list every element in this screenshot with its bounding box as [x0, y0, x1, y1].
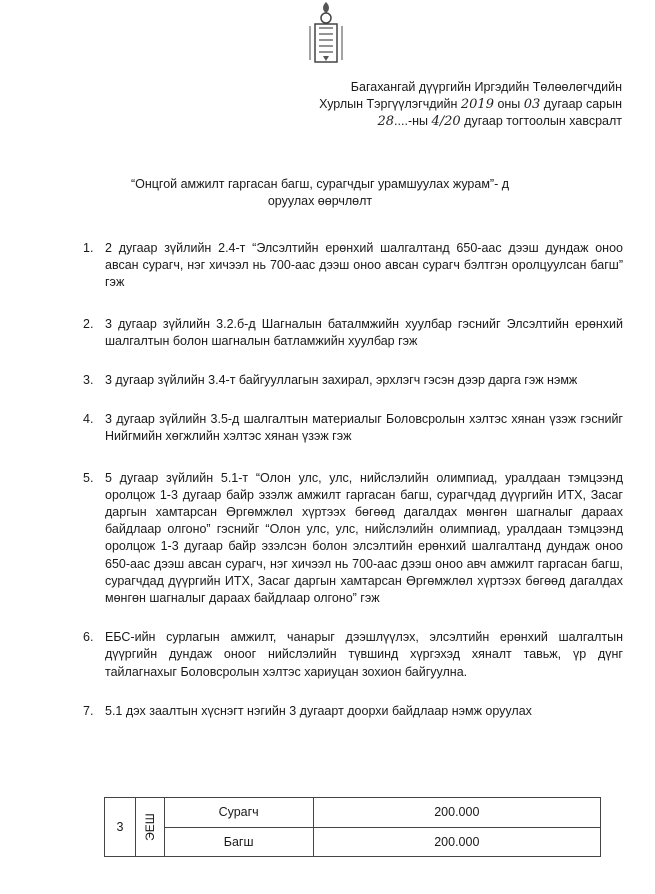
item-text: 2 дугаар зүйлийн 2.4-т “Элсэлтийн ерөнхий шалгалтанд 650-аас дээш дундаж оноо авсан сурагч, нэг хичээл нь 700-аас дээш оноо авсан сурагч бэлтгэн оролцуулсан багш” гэж	[105, 241, 623, 290]
item-number: 2.	[83, 316, 94, 331]
header-line-1: Багахангай дүүргийн Иргэдийн Төлөөлөгчдийн	[350, 80, 622, 94]
handwritten-day: 28	[377, 114, 395, 129]
list-item	[83, 316, 623, 350]
value-cell: 200.000	[313, 798, 600, 828]
list-item	[83, 240, 623, 292]
amendment-list	[83, 240, 623, 720]
item-text: 5 дугаар зүйлийн 5.1-т “Олон улс, улс, нийслэлийн олимпиад, уралдаан тэмцээнд оролцож 1-3 дугаар байр эзэлж амжилт гаргасан багш, сурагчдад дүүргийн ИТХ, Засаг даргын хамтарсан Өргөмжлөл хүртээх бөгөөд дагалдах мөнгөн шагналыг дараах байдлаар олгоно” гэснийг “Олон улс, улс, нийслэлийн олимпиад, уралдаан тэмцээнд оролцож 1-3 дугаар байр эзэлсэн болон элсэлтийн ерөнхий шалгалтанд дундаж оноо 650-аас дээш авсан сурагч, нэг хичээл нь 700-аас дээш оноо авч амжилт гаргасан багш, сурагчдад дүүргийн ИТХ, Засаг даргын хамтарсан Өргөмжлөл хүртээх бөгөөд дагалдах мөнгөн шагналыг дараах байдлаар олгоно” гэж	[105, 470, 623, 606]
label-cell: Сурагч	[164, 798, 313, 828]
category-label: ЭЕШ	[142, 813, 157, 841]
state-emblem-seal	[301, 0, 351, 66]
item-text: 3 дугаар зүйлийн 3.5-д шалгалтын материалыг Боловсролын хэлтэс хянан үзэж гэснийг Нийгмийн хөгжлийн хэлтэс хянан үзэж гэж	[105, 412, 623, 444]
category-cell	[136, 798, 165, 857]
handwritten-year: 2019	[460, 97, 494, 112]
handwritten-month: 03	[523, 97, 541, 112]
header-text: дугаар тогтоолын хавсралт	[460, 114, 622, 128]
table-row	[105, 827, 601, 857]
header-text: ....-ны	[394, 114, 432, 128]
list-item	[83, 629, 623, 681]
resolution-header	[300, 79, 622, 130]
list-item	[83, 372, 623, 389]
list-item	[83, 470, 623, 608]
item-text: 3 дугаар зүйлийн 3.2.б-д Шагналын баталмжийн хуулбар гэснийг Элсэлтийн ерөнхий шалгалтын болон шагналын батламжийн хуулбар гэж	[105, 316, 623, 348]
item-number: 6.	[83, 630, 94, 645]
header-line-2	[300, 96, 622, 113]
item-text: ЕБС-ийн сурлагын амжилт, чанарыг дээшлүүлэх, элсэлтийн ерөнхий шалгалтын дүүргийн дундаж оноог нийслэлийн түвшинд хүргэхэд хяналт тавьж, үр дүнг тайлагнахыг Боловсролын хэлтэс хариуцан зохион байгуулна.	[105, 630, 623, 679]
item-number: 7.	[83, 703, 94, 718]
item-number: 3.	[83, 373, 94, 388]
document-title	[100, 176, 540, 210]
item-number: 4.	[83, 412, 94, 427]
amount-table	[104, 797, 601, 857]
title-line-2: оруулах өөрчлөлт	[267, 194, 373, 208]
title-line-1: “Онцгой амжилт гаргасан багш, сурагчдыг урамшуулах журам”- д	[130, 177, 510, 191]
table-row	[105, 798, 601, 828]
list-item	[83, 411, 623, 445]
item-text: 5.1 дэх заалтын хүснэгт нэгийн 3 дугаарт доорхи байдлаар нэмж оруулах	[105, 703, 532, 718]
item-number: 1.	[83, 241, 94, 255]
label-cell: Багш	[164, 827, 313, 857]
row-number-cell: 3	[105, 798, 136, 857]
list-item	[83, 703, 623, 720]
item-number: 5.	[83, 470, 94, 485]
header-line-3	[300, 113, 622, 130]
header-text: дугаар сарын	[540, 97, 622, 111]
value-cell: 200.000	[313, 827, 600, 857]
header-text: оны	[493, 97, 524, 111]
handwritten-resolution-number: 4/20	[431, 114, 461, 129]
header-text: Хурлын Тэргүүлэгчдийн	[319, 97, 461, 111]
item-text: 3 дугаар зүйлийн 3.4-т байгууллагын захирал, эрхлэгч гэсэн дээр дарга гэж нэмж	[105, 373, 578, 388]
